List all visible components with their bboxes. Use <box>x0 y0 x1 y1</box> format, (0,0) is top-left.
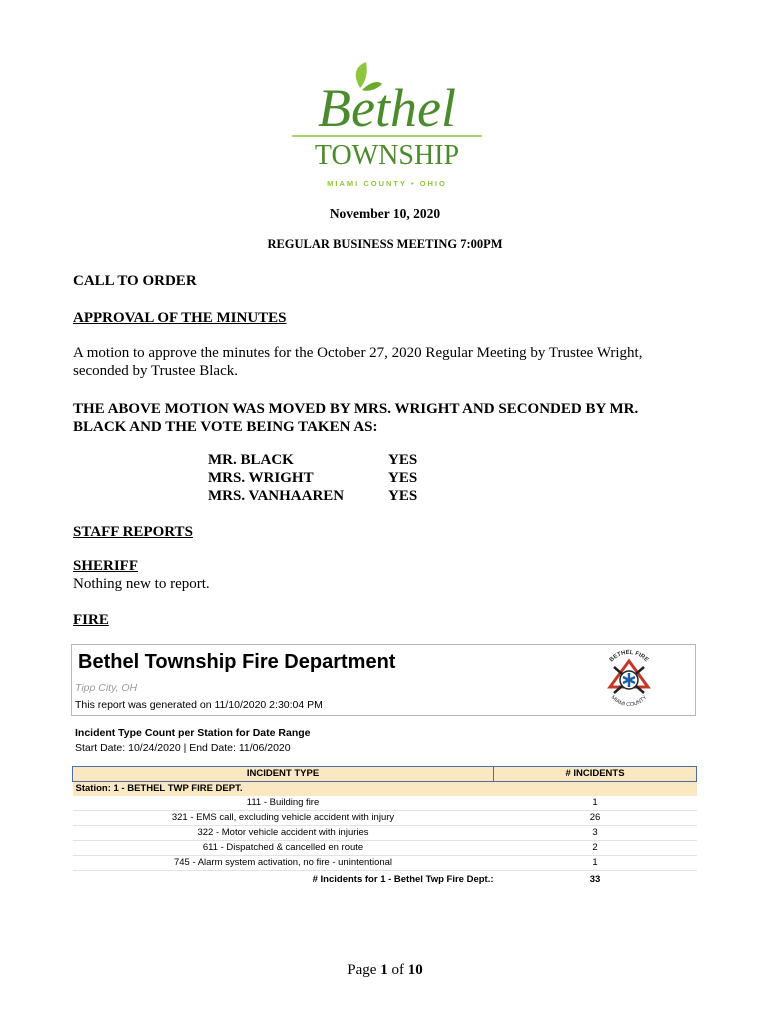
incident-count-cell: 3 <box>494 826 697 841</box>
sheriff-heading: SHERIFF <box>73 558 139 574</box>
total-count: 33 <box>589 874 601 885</box>
voter-name: MRS. VANHAAREN <box>208 488 345 504</box>
incident-type-cell: 111 - Building fire <box>73 796 494 811</box>
column-header-incidents: # INCIDENTS <box>494 767 697 782</box>
incident-count-cell: 1 <box>494 796 697 811</box>
incident-count-cell: 2 <box>494 841 697 856</box>
fire-report-title: Bethel Township Fire Department <box>78 651 396 673</box>
vote-value: YES <box>388 470 418 486</box>
motion-text: A motion to approve the minutes for the October 27, 2020 Regular Meeting by Trustee Wright, seconded by Trustee Black. <box>73 345 643 379</box>
approval-heading: APPROVAL OF THE MINUTES <box>73 310 287 326</box>
svg-text:MIAMI COUNTY: MIAMI COUNTY <box>609 694 649 709</box>
table-row <box>73 841 697 856</box>
incident-type-cell: 745 - Alarm system activation, no fire - unintentional <box>73 856 494 871</box>
table-row <box>73 796 697 811</box>
incident-type-cell: 321 - EMS call, excluding vehicle accident with injury <box>73 811 494 826</box>
logo-bethel-text: Bethel <box>318 78 456 138</box>
vote-value: YES <box>388 452 418 468</box>
bethel-township-logo <box>282 60 492 192</box>
fire-report-header <box>71 644 696 716</box>
sheriff-text: Nothing new to report. <box>73 576 210 592</box>
incident-type-cell: 322 - Motor vehicle accident with injuries <box>73 826 494 841</box>
svg-text:BETHEL FIRE: BETHEL FIRE <box>608 649 650 664</box>
meeting-date: November 10, 2020 <box>329 206 441 221</box>
meeting-title: REGULAR BUSINESS MEETING 7:00PM <box>267 237 503 251</box>
call-to-order-heading: CALL TO ORDER <box>73 273 197 289</box>
fire-report-generated: This report was generated on 11/10/2020 2:30:04 PM <box>75 699 323 711</box>
of-word: of <box>391 962 404 978</box>
page-current: 1 <box>380 962 388 978</box>
incident-count-cell: 1 <box>494 856 697 871</box>
incident-type-cell: 611 - Dispatched & cancelled en route <box>73 841 494 856</box>
table-header-row <box>73 767 697 782</box>
voter-name: MR. BLACK <box>208 452 294 468</box>
page-word: Page <box>347 962 377 978</box>
page-number <box>0 962 770 979</box>
table-row <box>73 826 697 841</box>
report-name: Incident Type Count per Station for Date Range <box>75 727 311 739</box>
staff-reports-heading: STAFF REPORTS <box>73 524 193 540</box>
fire-report-city: Tipp City, OH <box>75 682 138 694</box>
vote-row <box>208 488 438 506</box>
table-row <box>73 811 697 826</box>
station-label: Station: 1 - BETHEL TWP FIRE DEPT. <box>73 782 697 797</box>
voter-name: MRS. WRIGHT <box>208 470 314 486</box>
logo-county-text: MIAMI COUNTY • OHIO <box>327 179 447 188</box>
table-row <box>73 856 697 871</box>
vote-row <box>208 470 438 488</box>
station-row <box>73 782 697 797</box>
column-header-incident-type: INCIDENT TYPE <box>73 767 494 782</box>
page-total: 10 <box>407 962 423 978</box>
vote-row <box>208 452 438 470</box>
vote-value: YES <box>388 488 418 504</box>
logo-township-text: TOWNSHIP <box>314 140 460 171</box>
total-label: # Incidents for 1 - Bethel Twp Fire Dept.: <box>312 874 494 885</box>
report-date-range: Start Date: 10/24/2020 | End Date: 11/06/2020 <box>75 742 291 754</box>
incident-table <box>72 766 697 889</box>
fire-heading: FIRE <box>73 612 109 628</box>
total-row <box>73 871 697 890</box>
incident-count-cell: 26 <box>494 811 697 826</box>
motion-statement: THE ABOVE MOTION WAS MOVED BY MRS. WRIGHT AND SECONDED BY MR. BLACK AND THE VOTE BEING TAKEN AS: <box>73 401 639 435</box>
fire-department-seal-icon <box>596 647 662 713</box>
